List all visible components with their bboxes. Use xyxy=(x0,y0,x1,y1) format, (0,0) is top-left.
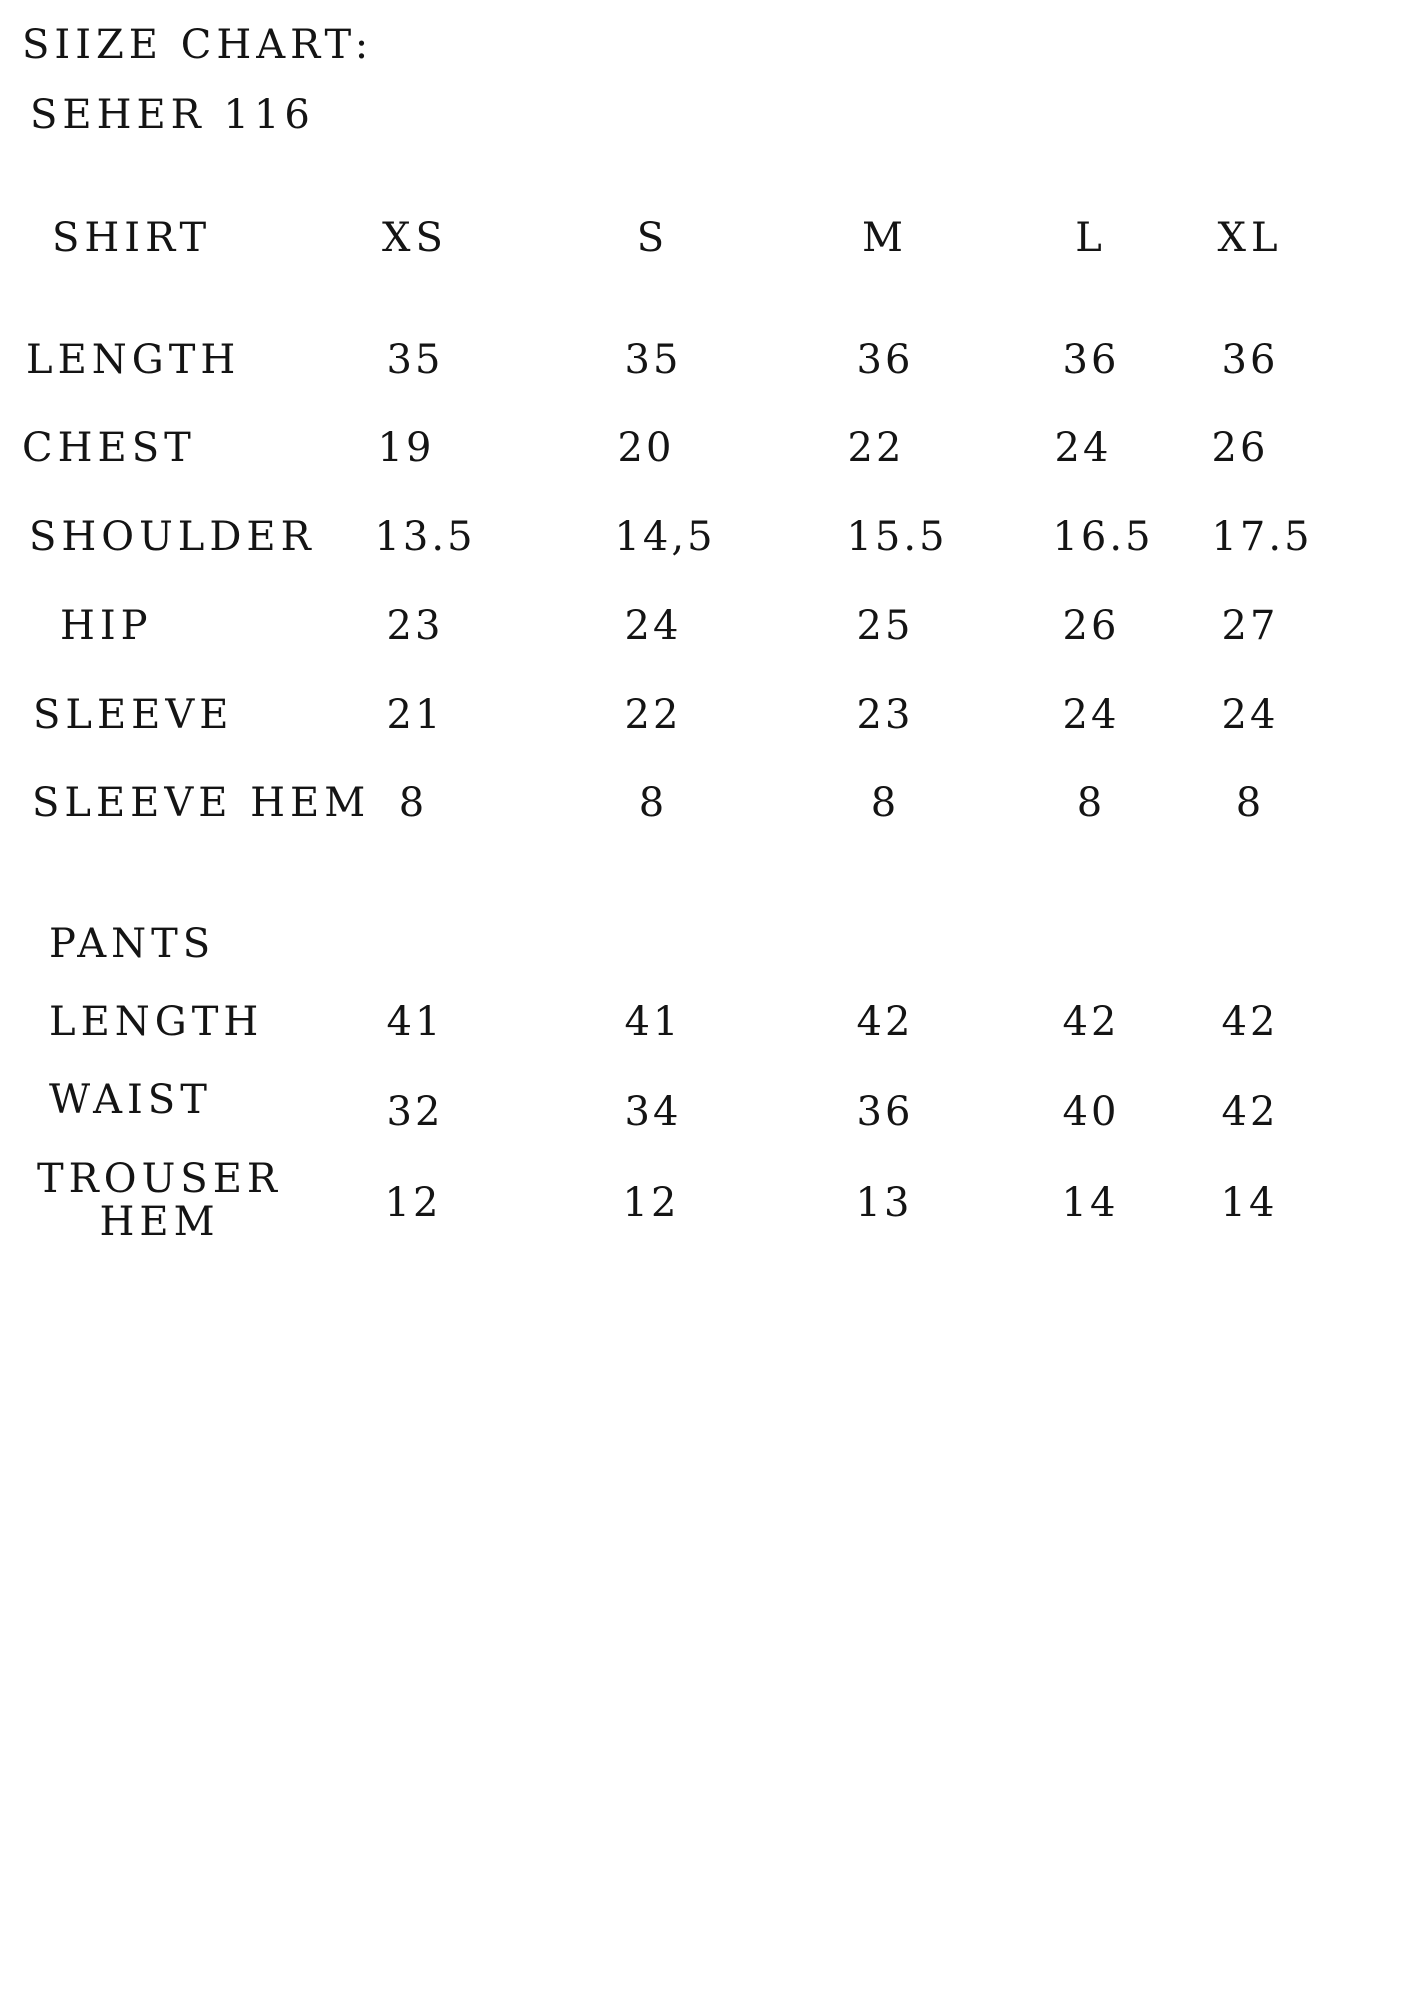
shirt-row-label-chest: CHEST xyxy=(22,425,196,471)
shirt-hip-xs: 23 xyxy=(386,603,444,649)
trouser-hem-label-line2: HEM xyxy=(99,1198,220,1245)
pants-trouser-hem-m: 13 xyxy=(855,1180,913,1226)
shirt-shoulder-s: 14,5 xyxy=(614,514,716,560)
shirt-chest-m: 22 xyxy=(847,425,905,471)
shirt-shoulder-xl: 17.5 xyxy=(1211,514,1313,560)
pants-length-s: 41 xyxy=(624,999,682,1045)
shirt-sleeve-hem-s: 8 xyxy=(638,780,668,826)
shirt-sleeve-hem-xl: 8 xyxy=(1235,780,1265,826)
shirt-hip-l: 26 xyxy=(1062,603,1120,649)
size-header-xl: XL xyxy=(1217,215,1283,261)
pants-waist-m: 36 xyxy=(856,1089,914,1135)
shirt-sleeve-hem-m: 8 xyxy=(870,780,900,826)
product-name: SEHER 116 xyxy=(30,92,315,138)
pants-length-m: 42 xyxy=(856,999,914,1045)
shirt-hip-m: 25 xyxy=(856,603,914,649)
pants-waist-xl: 42 xyxy=(1221,1089,1279,1135)
size-header-xs: XS xyxy=(382,215,448,261)
pants-waist-xs: 32 xyxy=(386,1089,444,1135)
shirt-chest-l: 24 xyxy=(1054,425,1112,471)
shirt-chest-xl: 26 xyxy=(1211,425,1269,471)
shirt-shoulder-l: 16.5 xyxy=(1052,514,1154,560)
size-header-m: M xyxy=(862,215,908,261)
shirt-sleeve-s: 22 xyxy=(624,692,682,738)
pants-row-label-length: LENGTH xyxy=(49,999,264,1045)
shirt-shoulder-m: 15.5 xyxy=(846,514,948,560)
shirt-sleeve-xl: 24 xyxy=(1221,692,1279,738)
shirt-sleeve-hem-l: 8 xyxy=(1076,780,1106,826)
shirt-row-label-sleeve: SLEEVE xyxy=(33,692,234,738)
trouser-hem-label-line1: TROUSER xyxy=(37,1156,283,1202)
pants-trouser-hem-l: 14 xyxy=(1061,1180,1119,1226)
chart-title: SIIZE CHART: xyxy=(22,22,374,68)
shirt-row-label-length: LENGTH xyxy=(26,337,241,383)
shirt-length-xs: 35 xyxy=(386,337,444,383)
shirt-row-label-shoulder: SHOULDER xyxy=(29,514,316,560)
shirt-chest-xs: 19 xyxy=(377,425,435,471)
shirt-sleeve-l: 24 xyxy=(1062,692,1120,738)
shirt-shoulder-xs: 13.5 xyxy=(374,514,476,560)
pants-length-xs: 41 xyxy=(386,999,444,1045)
shirt-length-m: 36 xyxy=(856,337,914,383)
pants-row-label-trouser-hem xyxy=(37,1158,282,1244)
shirt-chest-s: 20 xyxy=(617,425,675,471)
pants-waist-s: 34 xyxy=(624,1089,682,1135)
shirt-hip-xl: 27 xyxy=(1221,603,1279,649)
shirt-sleeve-hem-xs: 8 xyxy=(398,780,428,826)
size-header-s: S xyxy=(636,215,670,261)
shirt-hip-s: 24 xyxy=(624,603,682,649)
shirt-sleeve-m: 23 xyxy=(856,692,914,738)
pants-trouser-hem-xl: 14 xyxy=(1220,1180,1278,1226)
pants-section-label: PANTS xyxy=(49,921,216,967)
pants-trouser-hem-s: 12 xyxy=(622,1180,680,1226)
pants-waist-l: 40 xyxy=(1062,1089,1120,1135)
shirt-row-label-sleeve-hem: SLEEVE HEM xyxy=(32,780,371,826)
shirt-length-xl: 36 xyxy=(1221,337,1279,383)
pants-trouser-hem-xs: 12 xyxy=(384,1180,442,1226)
size-header-l: L xyxy=(1075,215,1107,261)
pants-length-l: 42 xyxy=(1062,999,1120,1045)
shirt-length-l: 36 xyxy=(1062,337,1120,383)
pants-length-xl: 42 xyxy=(1221,999,1279,1045)
pants-row-label-waist: WAIST xyxy=(49,1077,212,1123)
shirt-row-label-hip: HIP xyxy=(60,603,153,649)
shirt-sleeve-xs: 21 xyxy=(386,692,444,738)
shirt-section-label: SHIRT xyxy=(52,215,212,261)
shirt-length-s: 35 xyxy=(624,337,682,383)
